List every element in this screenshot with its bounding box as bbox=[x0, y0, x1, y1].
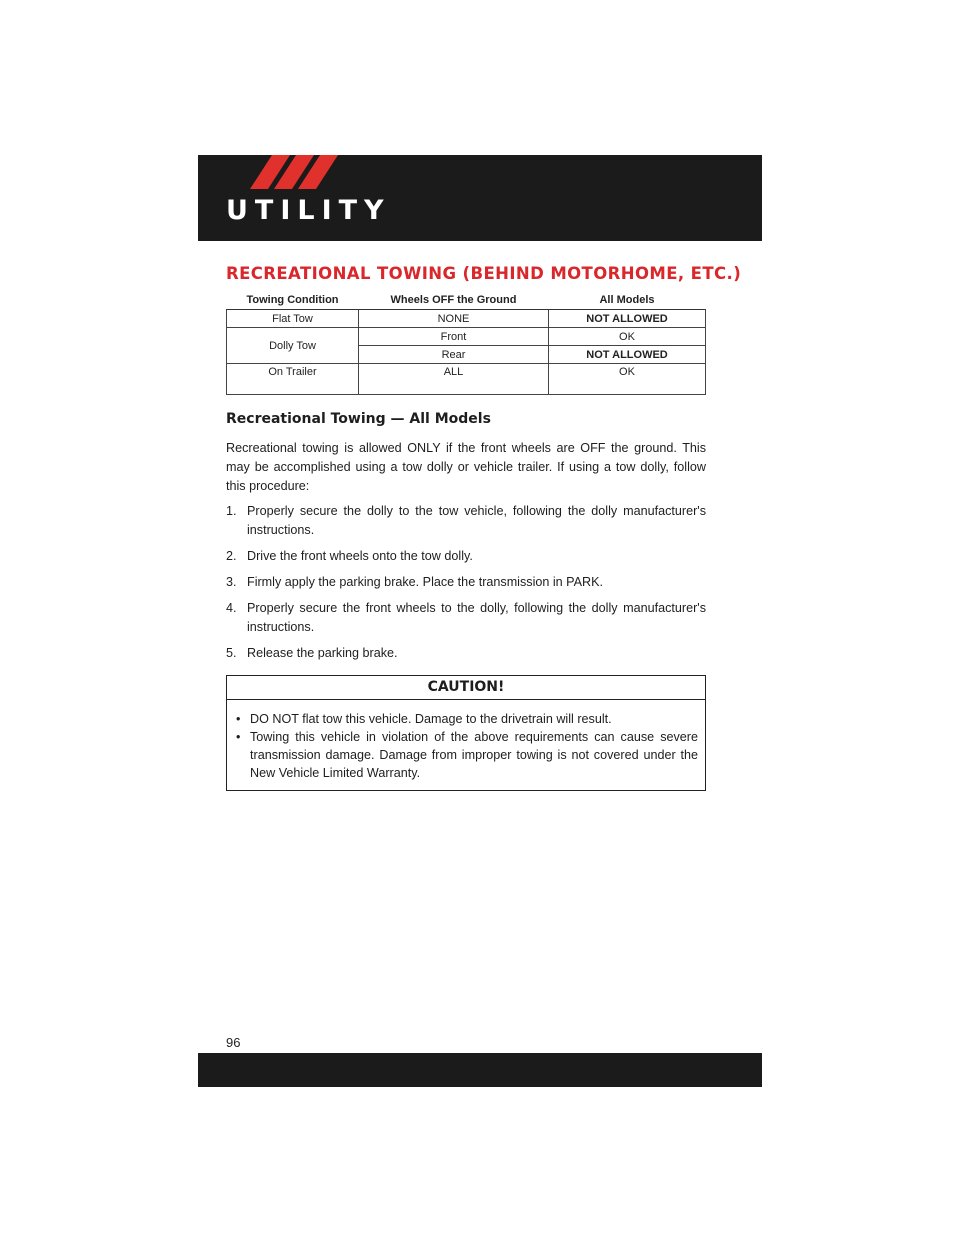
caution-title: CAUTION! bbox=[227, 676, 705, 700]
table-cell: NOT ALLOWED bbox=[549, 346, 706, 364]
list-item bbox=[226, 644, 706, 663]
column-header: Towing Condition bbox=[227, 291, 359, 310]
bullet-dot-icon: • bbox=[236, 712, 241, 726]
step-number: 3. bbox=[226, 575, 237, 589]
list-item bbox=[226, 502, 706, 540]
list-item bbox=[226, 573, 706, 592]
table-cell: Rear bbox=[359, 346, 549, 364]
step-number: 5. bbox=[226, 646, 237, 660]
table-cell: On Trailer bbox=[227, 364, 359, 395]
table-row bbox=[227, 328, 706, 346]
caution-bullet bbox=[234, 728, 698, 782]
step-text: Release the parking brake. bbox=[247, 646, 398, 660]
section-header-band bbox=[198, 155, 762, 241]
red-stripes-logo bbox=[250, 155, 340, 189]
table-row bbox=[227, 310, 706, 328]
table-cell: Dolly Tow bbox=[227, 328, 359, 364]
towing-table bbox=[226, 291, 706, 395]
table-row bbox=[227, 364, 706, 395]
column-header: Wheels OFF the Ground bbox=[359, 291, 549, 310]
list-item bbox=[226, 547, 706, 566]
step-text: Drive the front wheels onto the tow dolly. bbox=[247, 549, 473, 563]
step-number: 4. bbox=[226, 601, 237, 615]
caution-text: Towing this vehicle in violation of the above requirements can cause severe transmission damage. Damage from improper towing is not covered under the New Vehicle Limited Warranty. bbox=[250, 730, 698, 780]
step-text: Properly secure the front wheels to the dolly, following the dolly manufacturer's instructions. bbox=[247, 601, 706, 634]
bullet-dot-icon: • bbox=[236, 730, 241, 744]
intro-paragraph: Recreational towing is allowed ONLY if the front wheels are OFF the ground. This may be accomplished using a tow dolly or vehicle trailer. If using a tow dolly, follow this procedure: bbox=[226, 441, 706, 493]
table-header-row bbox=[227, 291, 706, 310]
caution-box bbox=[226, 675, 706, 791]
table-cell: OK bbox=[549, 328, 706, 346]
subsection-title: Recreational Towing — All Models bbox=[226, 411, 491, 427]
caution-text: DO NOT flat tow this vehicle. Damage to the drivetrain will result. bbox=[250, 712, 612, 726]
procedure-steps bbox=[226, 502, 706, 663]
page-number: 96 bbox=[226, 1035, 241, 1050]
list-item bbox=[226, 599, 706, 637]
step-text: Properly secure the dolly to the tow vehicle, following the dolly manufacturer's instructions. bbox=[247, 504, 706, 537]
step-text: Firmly apply the parking brake. Place the transmission in PARK. bbox=[247, 575, 604, 589]
step-number: 2. bbox=[226, 549, 237, 563]
table-cell: Flat Tow bbox=[227, 310, 359, 328]
table-cell: NOT ALLOWED bbox=[549, 310, 706, 328]
header-title: UTILITY bbox=[226, 195, 391, 226]
caution-bullet bbox=[234, 710, 698, 728]
table-cell: OK bbox=[549, 364, 706, 395]
table-cell: NONE bbox=[359, 310, 549, 328]
column-header: All Models bbox=[549, 291, 706, 310]
table-cell: Front bbox=[359, 328, 549, 346]
table-cell: ALL bbox=[359, 364, 549, 395]
caution-body bbox=[227, 700, 705, 790]
footer-bar bbox=[198, 1053, 762, 1087]
section-title: RECREATIONAL TOWING (BEHIND MOTORHOME, ETC.) bbox=[226, 264, 742, 283]
step-number: 1. bbox=[226, 504, 237, 518]
page-content bbox=[226, 264, 742, 791]
